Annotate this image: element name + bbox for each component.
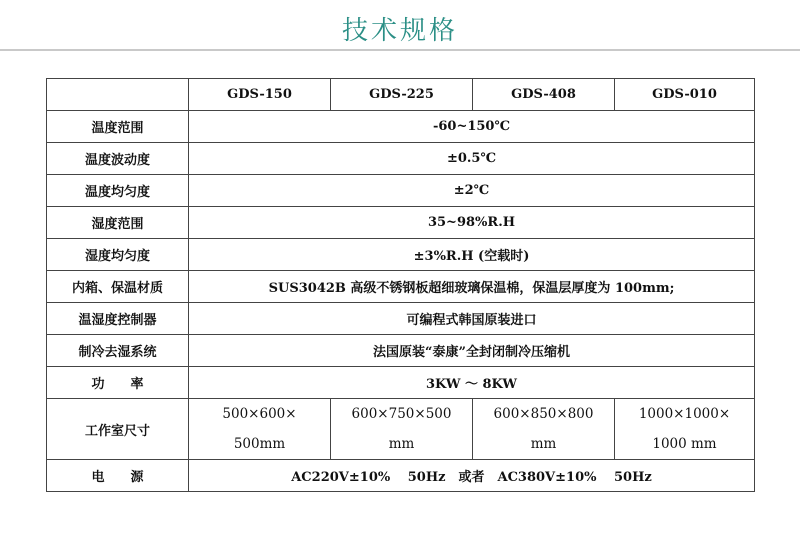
spec-table	[46, 78, 755, 492]
size-unit: 500mm	[189, 429, 331, 460]
table-row	[47, 271, 755, 303]
row-value: ±0.5℃	[189, 143, 755, 175]
table-row	[47, 175, 755, 207]
table-row	[47, 460, 755, 492]
row-label: 温度范围	[47, 111, 189, 143]
table-row	[47, 239, 755, 271]
row-value: SUS3042B 高级不锈钢板超细玻璃保温棉，保温层厚度为 100mm;	[189, 271, 755, 303]
title-divider	[0, 49, 800, 51]
table-row	[47, 303, 755, 335]
row-label: 电 源	[47, 460, 189, 492]
table-row	[47, 143, 755, 175]
row-label: 工作室尺寸	[47, 399, 189, 460]
row-label: 温度均匀度	[47, 175, 189, 207]
row-label: 湿度范围	[47, 207, 189, 239]
row-value: 法国原装“泰康”全封闭制冷压缩机	[189, 335, 755, 367]
header-row	[47, 79, 755, 111]
header-corner	[47, 79, 189, 111]
table-row	[47, 111, 755, 143]
row-label: 功 率	[47, 367, 189, 399]
page-title: 技术规格	[341, 16, 458, 46]
model-header: GDS-225	[331, 79, 473, 111]
size-value: 1000×1000×	[615, 399, 755, 430]
size-value: 600×850×800	[473, 399, 615, 430]
row-value: ±3%R.H (空载时)	[189, 239, 755, 271]
model-header: GDS-010	[615, 79, 755, 111]
chamber-size-row	[47, 399, 755, 430]
model-header: GDS-408	[473, 79, 615, 111]
row-value: -60~150℃	[189, 111, 755, 143]
table-row	[47, 367, 755, 399]
row-label: 温湿度控制器	[47, 303, 189, 335]
row-value: 可编程式韩国原装进口	[189, 303, 755, 335]
row-value: 3KW ～ 8KW	[189, 367, 755, 399]
row-label: 内箱、保温材质	[47, 271, 189, 303]
size-value: 600×750×500	[331, 399, 473, 430]
size-unit: mm	[473, 429, 615, 460]
row-label: 制冷去湿系统	[47, 335, 189, 367]
row-value: 35~98%R.H	[189, 207, 755, 239]
size-value: 500×600×	[189, 399, 331, 430]
table-row	[47, 207, 755, 239]
row-value: ±2℃	[189, 175, 755, 207]
row-label: 湿度均匀度	[47, 239, 189, 271]
table-row	[47, 335, 755, 367]
size-unit: mm	[331, 429, 473, 460]
size-unit: 1000 mm	[615, 429, 755, 460]
model-header: GDS-150	[189, 79, 331, 111]
row-label: 温度波动度	[47, 143, 189, 175]
row-value: AC220V±10% 50Hz 或者 AC380V±10% 50Hz	[189, 460, 755, 492]
